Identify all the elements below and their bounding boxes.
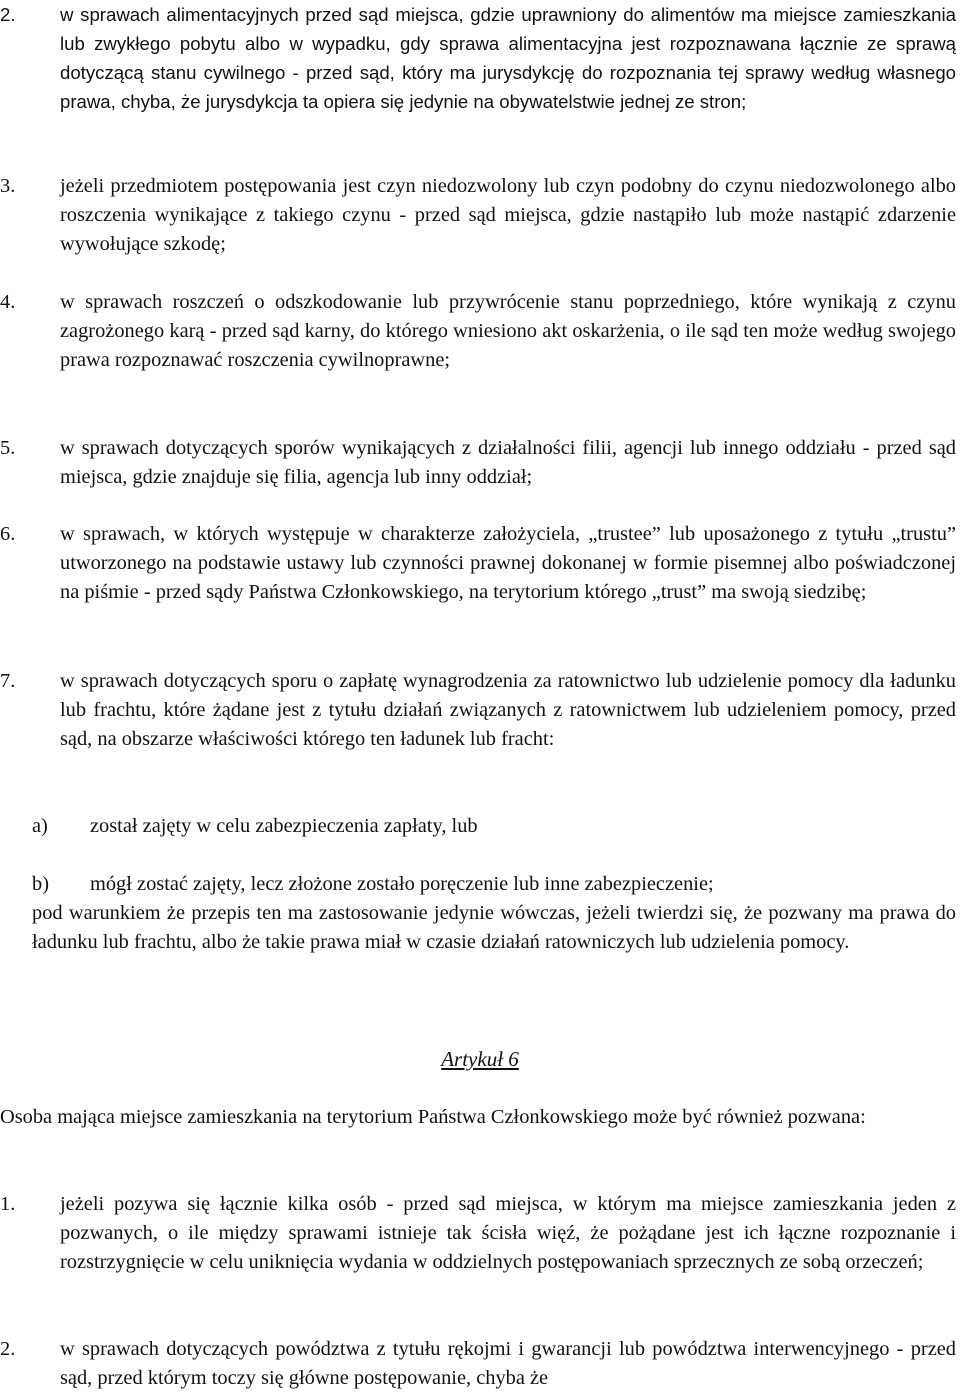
item-number: 2.	[0, 4, 16, 25]
item-number: 1.	[0, 1193, 16, 1215]
item-text: w sprawach, w których występuje w charakterze założyciela, „trustee” lub uposażonego z tytułu „trustu” utworzonego na podstawie ustawy lub czynności prawnej dokonanej w formie pisemnej albo poświadczonej na piśmie - przed sądy Państwa Członkowskiego, na terytorium którego „trust” ma swoją siedzibę;	[60, 523, 956, 603]
item-text: w sprawach alimentacyjnych przed sąd miejsca, gdzie uprawniony do alimentów ma miejsce zamieszkania lub zwykłego pobytu albo w wypadku, gdy sprawa alimentacyjna jest rozpoznawana łącznie ze sprawą dotyczącą stanu cywilnego - przed sąd, który ma jurysdykcję do rozpoznania tej sprawy według własnego prawa, chyba, że jurysdykcja ta opiera się jedynie na obywatelstwie jednej ze stron;	[60, 4, 956, 112]
item-text: w sprawach dotyczących sporów wynikających z działalności filii, agencji lub innego oddziału - przed sąd miejsca, gdzie znajduje się filia, agencja lub inny oddział;	[60, 437, 956, 488]
item-number: 3.	[0, 175, 16, 197]
item-text: w sprawach dotyczących powództwa z tytułu rękojmi i gwarancji lub powództwa interwencyjnego - przed sąd, przed którym toczy się główne postępowanie, chyba że	[60, 1338, 956, 1389]
subitem-label: b)	[32, 873, 49, 895]
list-item	[0, 0, 956, 145]
item-number: 2.	[0, 1338, 16, 1360]
list-item	[0, 1190, 956, 1308]
subitem-text: mógł zostać zajęty, lecz złożone zostało poręczenie lub inne zabezpieczenie;	[90, 873, 714, 895]
list-item	[0, 434, 956, 494]
item-number: 5.	[0, 437, 16, 459]
item-number: 4.	[0, 291, 16, 313]
item-number: 6.	[0, 523, 16, 545]
item-text: w sprawach roszczeń o odszkodowanie lub przywrócenie stanu poprzedniego, które wynikają z czynu zagrożonego karą - przed sąd karny, do którego wniesiono akt oskarżenia, o ile sąd ten może według swojego prawa rozpoznawać roszczenia cywilnoprawne;	[60, 291, 956, 371]
list-item	[0, 1335, 956, 1393]
list-item	[0, 288, 956, 406]
item-text: jeżeli przedmiotem postępowania jest czyn niedozwolony lub czyn podobny do czynu niedozwolonego albo roszczenia wynikające z takiego czynu - przed sąd miejsca, gdzie nastąpiło lub może nastąpić zdarzenie wywołujące szkodę;	[60, 175, 956, 255]
article-heading: Artykuł 6	[441, 1047, 519, 1071]
subitem-label: a)	[32, 815, 48, 837]
list-item	[0, 172, 956, 260]
condition-paragraph: pod warunkiem że przepis ten ma zastosowanie jedynie wówczas, jeżeli twierdzi się, że pozwany ma prawa do ładunku lub frachtu, albo że takie prawa miał w czasie działań ratowniczych lub udzielenia pomocy.	[32, 902, 956, 953]
item-number: 7.	[0, 670, 16, 692]
list-item	[0, 520, 956, 638]
list-item	[0, 667, 956, 785]
item-text: w sprawach dotyczących sporu o zapłatę wynagrodzenia za ratownictwo lub udzielenie pomocy dla ładunku lub frachtu, które żądane jest z tytułu działań związanych z ratownictwem lub udzieleniem pomocy, przed sąd, na obszarze właściwości którego ten ładunek lub fracht:	[60, 670, 956, 750]
item-text: jeżeli pozywa się łącznie kilka osób - przed sąd miejsca, w którym ma miejsce zamieszkania jeden z pozwanych, o ile między sprawami istnieje tak ścisła więź, że pożądane jest ich łączne rozpoznanie i rozstrzygnięcie w celu uniknięcia wydania w oddzielnych postępowaniach sprzecznych ze sobą orzeczeń;	[60, 1193, 956, 1273]
article-intro: Osoba mająca miejsce zamieszkania na terytorium Państwa Członkowskiego może być również pozwana:	[0, 1106, 866, 1128]
subitem-text: został zajęty w celu zabezpieczenia zapłaty, lub	[90, 815, 478, 837]
